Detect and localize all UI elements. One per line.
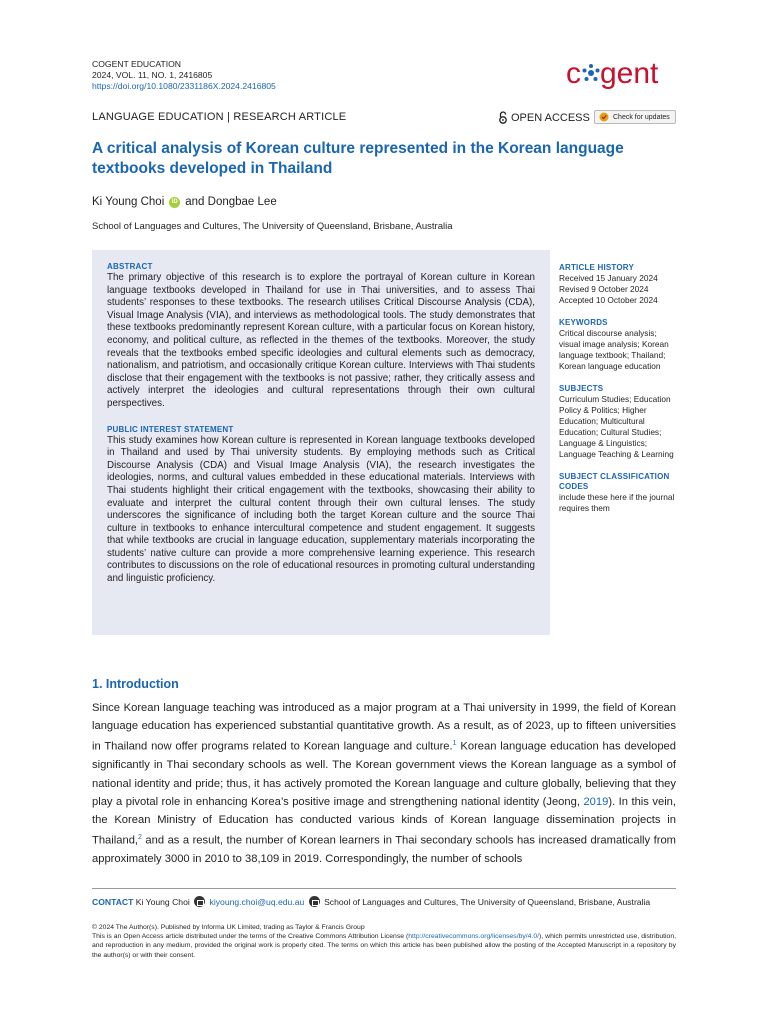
svg-text:c: c [566,57,581,90]
classification-text: include these here if the journal requires them [559,492,675,513]
received-date: Received 15 January 2024 [559,273,658,283]
license-text-b: ), which permits unrestricted use, distribution, and reproduction in any medium, provided the original work is properly cited. The terms on which this article has been published allow the posting of the Accepted Manuscript in a repository by the author(s) or with their consent. [92,933,676,959]
abstract-heading: ABSTRACT [107,262,153,271]
logo-graphic [566,56,678,92]
contact-email-link[interactable]: kiyoung.choi@uq.edu.au [209,897,305,907]
abstract-text: The primary objective of this research is to explore the portrayal of Korean culture in Korean language textbooks developed in Thailand for use in Thai universities, and to assess Thai students’ responses to these textbooks. The research utilises Critical Discourse Analysis (CDA), Visual Image Analysis (VIA), and interviews as methodological tools. The study demonstrates that these textbooks predominantly represent Korean culture, with a particular focus on Korean history, economy, and political culture, as reflected in the themes of the textbooks. Moreover, the study reveals that the textbooks embed specific ideologies and cultural elements such as democracy, nationalism, and patriotism, and occasionally critique Korean culture. Interviews with Thai students disclose that their engagement with the textbooks is not passive; rather, they critically assess and actively interpret the ideologies and cultural representations through their own cultural perspectives. [107,272,535,409]
footnote-1-link[interactable]: 1 [452,740,457,748]
svg-text:gent: gent [600,57,659,90]
article-history [559,263,679,306]
contact-address: School of Languages and Cultures, The University of Queensland, Brisbane, Australia [324,897,651,907]
section-label: LANGUAGE EDUCATION | RESEARCH ARTICLE [92,111,347,123]
subjects-heading: SUBJECTS [559,384,604,393]
classification-heading: SUBJECT CLASSIFICATION CODES [559,472,670,491]
cogent-logo[interactable] [566,56,678,92]
contact-name: Ki Young Choi [135,897,190,907]
article-header-bar [92,110,676,127]
crossmark-icon [599,112,609,122]
subjects-block [559,384,679,460]
journal-meta [92,59,276,92]
author-line [92,196,277,208]
history-heading: ARTICLE HISTORY [559,263,635,272]
check-updates-label: Check for updates [613,113,670,121]
revised-date: Revised 9 October 2024 [559,284,649,294]
footnote-2-link[interactable]: 2 [138,834,142,842]
coauthor-name[interactable]: and Dongbae Lee [185,196,277,208]
classification-block [559,472,679,514]
affiliation: School of Languages and Cultures, The University of Queensland, Brisbane, Australia [92,221,453,232]
copyright-line: © 2024 The Author(s). Published by Informa UK Limited, trading as Taylor & Francis Group [92,924,365,931]
open-access-badge [498,111,590,124]
keywords-block [559,318,679,372]
intro-paragraph-1: Since Korean language teaching was introduced as a major program at a Thai university in 1999, the field of Korean language education has experienced substantial quantitative growth. As a result, as of 2023, up to fifteen universities in Thailand now offer programs related to Korean language and culture. [92,702,676,754]
intro-paragraph-4: and as a result, the number of Korean learners in Thai secondary schools has increased dramatically from approximately 3000 in 2010 to 38,109 in 2019. Correspondingly, the number of schools [92,834,676,866]
author-name[interactable]: Ki Young Choi [92,196,165,208]
doi-link[interactable]: https://doi.org/10.1080/2331186X.2024.2416805 [92,81,276,91]
email-icon [194,896,205,907]
article-title: A critical analysis of Korean culture represented in the Korean language textbooks developed in Thailand [92,140,624,177]
copyright-notice [92,923,676,960]
license-link[interactable]: http://creativecommons.org/licenses/by/4.0/ [408,933,539,941]
intro-paragraph-2: Korean language education has developed significantly in Thai secondary schools as well. The Korean government views the Korean language as a symbol of national identity and pride; thus, it has actively promoted the Korean language and culture globally, believing that they play a pivotal role in enhancing Korea’s positive image and strengthening national identity (Jeong, [92,741,676,808]
keywords-heading: KEYWORDS [559,318,608,327]
public-interest-heading: PUBLIC INTEREST STATEMENT [107,424,234,434]
intro-paragraph-3: ). In this vein, the Korean Ministry of Education has conducted various kinds of Korean language dissemination projects in Thailand, [92,795,677,847]
license-text [92,932,676,960]
journal-name: COGENT EDUCATION [92,59,181,69]
orcid-icon[interactable]: iD [169,197,180,208]
footer-divider [92,888,676,889]
contact-info [92,896,676,908]
introduction-heading: 1. Introduction [92,677,179,691]
introduction-body [92,699,676,868]
check-updates-button[interactable] [594,110,676,124]
citation-link[interactable]: 2019 [583,795,609,808]
public-interest-text: This study examines how Korean culture is represented in Korean language textbooks developed in Thailand and used by Thai university students. By employing methods such as Critical Discourse Analysis (CDA) and Visual Image Analysis (VIA), the research investigates the ideologies, norms, and cultural values embedded in these educational materials. Interviews with Thai students highlight their critical engagement with the textbooks, showcasing their ability to evaluate and interpret the cultural content through their own cultural lenses. The study underscores the significance of including both the target Korean culture and the source Thai culture in textbooks to enhance intercultural competence and student engagement. It suggests that while textbooks are crucial in language education, supplementary materials incorporating the students’ native culture can provide a more comprehensive learning experience. This research contributes to discussions on the role of educational resources in promoting cultural understanding and linguistic proficiency. [107,434,535,585]
open-lock-icon [498,111,508,124]
address-icon [309,896,320,907]
abstract-box [92,250,550,635]
license-text-a: This is an Open Access article distributed under the terms of the Creative Commons Attribution License ( [92,933,409,941]
open-access-label: OPEN ACCESS [511,111,590,124]
subjects-text: Curriculum Studies; Education Policy & Politics; Higher Education; Multicultural Education; Cultural Studies; Language & Linguistics; Language Teaching & Learning [559,394,674,459]
journal-citation: 2024, VOL. 11, NO. 1, 2416805 [92,70,213,80]
contact-label: CONTACT [92,897,134,907]
keywords-text: Critical discourse analysis; visual image analysis; Korean language textbook; Thailand; Korean language education [559,328,669,371]
accepted-date: Accepted 10 October 2024 [559,295,658,305]
article-sidebar [559,263,679,526]
